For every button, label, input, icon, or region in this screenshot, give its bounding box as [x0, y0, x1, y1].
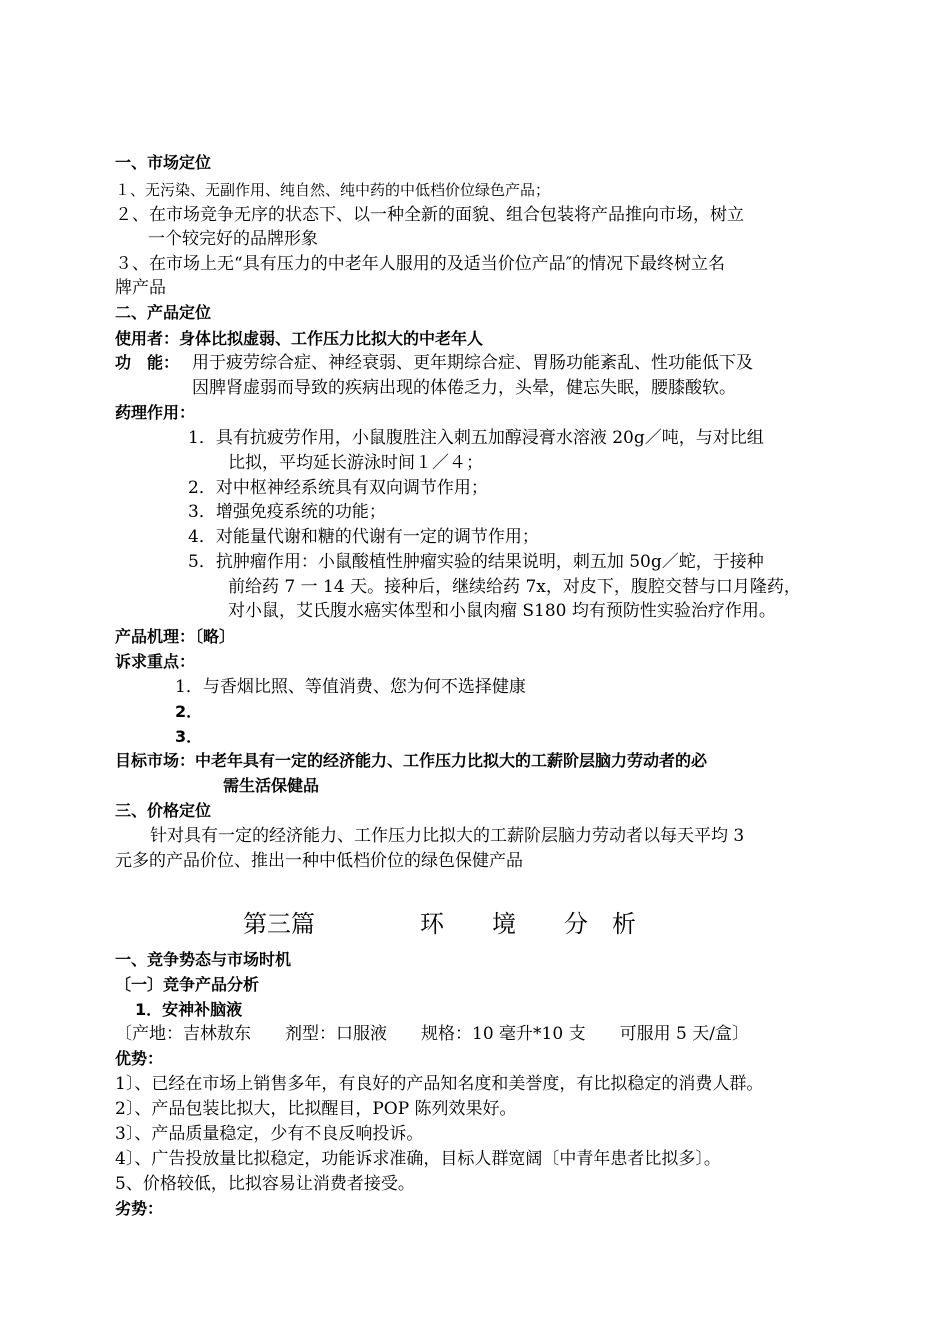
function-text-cont: 因脾肾虚弱而导致的疾病出现的体倦乏力，头晕，健忘失眠，腰膝酸软。: [192, 378, 736, 398]
users-line: 使用者：身体比拟虚弱、工作压力比拟大的中老年人: [115, 329, 484, 348]
appeal-label: 诉求重点：: [115, 652, 196, 671]
list-item: 5．抗肿瘤作用：小鼠酸植性肿瘤实验的结果说明，刺五加 50g／蛇，于接种: [188, 552, 764, 572]
product-name: 1．安神补脑液: [135, 1000, 243, 1019]
list-item: 4〕、广告投放量比拟稳定，功能诉求准确，目标人群宽阔〔中青年患者比拟多〕。: [115, 1149, 721, 1169]
section-heading-price: 三、价格定位: [115, 801, 212, 820]
disadvantages-label: 劣势：: [115, 1199, 164, 1218]
list-item: 3〕、产品质量稳定，少有不良反响投诉。: [115, 1124, 424, 1144]
chapter-title-name: 环 境 分 析: [420, 910, 636, 938]
section-heading-competition: 一、竞争势态与市场时机: [115, 950, 292, 969]
function-text: 用于疲劳综合症、神经衰弱、更年期综合症、胃肠功能紊乱、性功能低下及: [192, 353, 753, 373]
subsection-heading: 〔一〕竞争产品分析: [115, 975, 260, 994]
list-item-cont: 对小鼠，艾氏腹水癌实体型和小鼠肉瘤 S180 均有预防性实验治疗作用。: [228, 601, 776, 621]
list-item: 5、价格较低，比拟容易让消费者接受。: [115, 1174, 415, 1194]
pharmacology-label: 药理作用：: [115, 403, 196, 422]
function-label: 功 能：: [115, 353, 180, 372]
list-item: １、无污染、无副作用、纯自然、纯中药的中低档价位绿色产品；: [115, 181, 551, 199]
list-item: 2．: [175, 702, 203, 721]
price-paragraph: 针对具有一定的经济能力、工作压力比拟大的工薪阶层脑力劳动者以每天平均 3: [150, 826, 745, 846]
list-item: 1．与香烟比照、等值消费、您为何不选择健康: [175, 677, 526, 697]
advantages-label: 优势：: [115, 1049, 164, 1068]
list-item-cont: 前给药 7 一 14 天。接种后，继续给药 7x，对皮下，腹腔交替与口月隆药，: [228, 577, 801, 597]
mechanism-line: 产品机理：〔略〕: [115, 627, 236, 646]
target-market-cont: 需生活保健品: [223, 776, 320, 795]
target-market-line: 目标市场：中老年具有一定的经济能力、工作压力比拟大的工薪阶层脑力劳动者的必: [115, 751, 708, 770]
section-heading-product: 二、产品定位: [115, 303, 212, 322]
list-item: 3．增强免疫系统的功能；: [188, 502, 386, 522]
list-item: 2．对中枢神经系统具有双向调节作用；: [188, 478, 488, 498]
section-heading-market: 一、市场定位: [115, 153, 212, 172]
list-item-cont: 比拟，平均延长游泳时间１／４；: [228, 453, 483, 473]
list-item-cont: 牌产品: [115, 278, 166, 298]
product-info: 〔产地：吉林敖东 剂型：口服液 规格：10 毫升*10 支 可服用 5 天/盒〕: [115, 1024, 749, 1044]
list-item: 1．具有抗疲劳作用，小鼠腹胜注入刺五加醇浸膏水溶液 20g／吨，与对比组: [188, 428, 764, 448]
list-item: ３、在市场上无“具有压力的中老年人服用的及适当价位产品″的情况下最终树立名: [115, 254, 726, 274]
list-item: 4．对能量代谢和糖的代谢有一定的调节作用；: [188, 527, 539, 547]
list-item: 3．: [175, 727, 203, 746]
price-paragraph-cont: 元多的产品价位、推出一种中低档价位的绿色保健产品: [115, 851, 523, 871]
list-item: 1〕、已经在市场上销售多年，有良好的产品知名度和美誉度，有比拟稳定的消费人群。: [115, 1074, 764, 1094]
chapter-title: 第三篇: [243, 910, 315, 938]
list-item: 2〕、产品包装比拟大，比拟醒目，POP 陈列效果好。: [115, 1099, 517, 1119]
list-item: ２、在市场竞争无序的状态下、以一种全新的面貌、组合包装将产品推向市场，树立: [115, 205, 744, 225]
list-item-cont: 一个较完好的品牌形象: [148, 229, 318, 249]
